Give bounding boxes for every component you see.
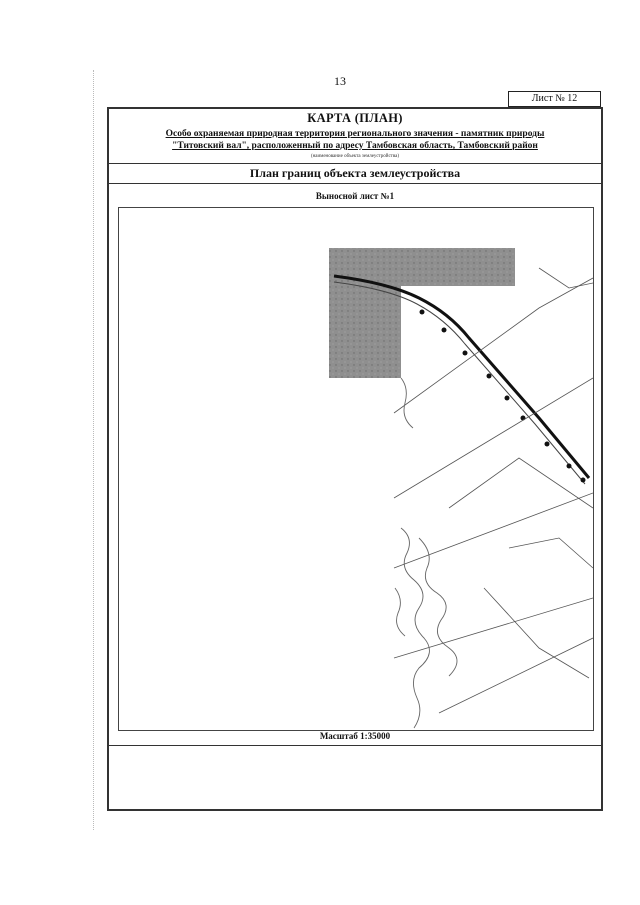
divider-bottom	[109, 745, 601, 746]
object-description-line1: Особо охраняемая природная территория регионального значения - памятник природы	[165, 129, 545, 139]
sheet-label: Лист №	[531, 93, 565, 104]
callout-sheet-title: Выносной лист №1	[315, 191, 395, 201]
sheet-number-box	[508, 91, 601, 107]
map-drawing	[119, 208, 593, 730]
map-frame	[107, 107, 603, 811]
sheet-number: 12	[567, 93, 578, 104]
field-boundaries	[394, 268, 593, 713]
divider-top	[109, 163, 601, 164]
margin-dotted-line	[93, 70, 94, 830]
page-number: 13	[334, 74, 346, 88]
object-description	[115, 128, 595, 152]
document-title: КАРТА (ПЛАН)	[307, 111, 403, 125]
object-description-line2: "Титовский вал", расположенный по адресу Тамбовская область, Тамбовский район	[172, 141, 538, 151]
map-area	[118, 207, 594, 731]
road-markers	[420, 310, 586, 483]
divider-middle	[109, 183, 601, 184]
scale-label: Масштаб 1:35000	[319, 731, 391, 741]
object-caption: (наименование объекта землеустройства)	[310, 154, 400, 159]
section-title: План границ объекта землеустройства	[249, 166, 461, 180]
river-outline	[395, 378, 457, 728]
